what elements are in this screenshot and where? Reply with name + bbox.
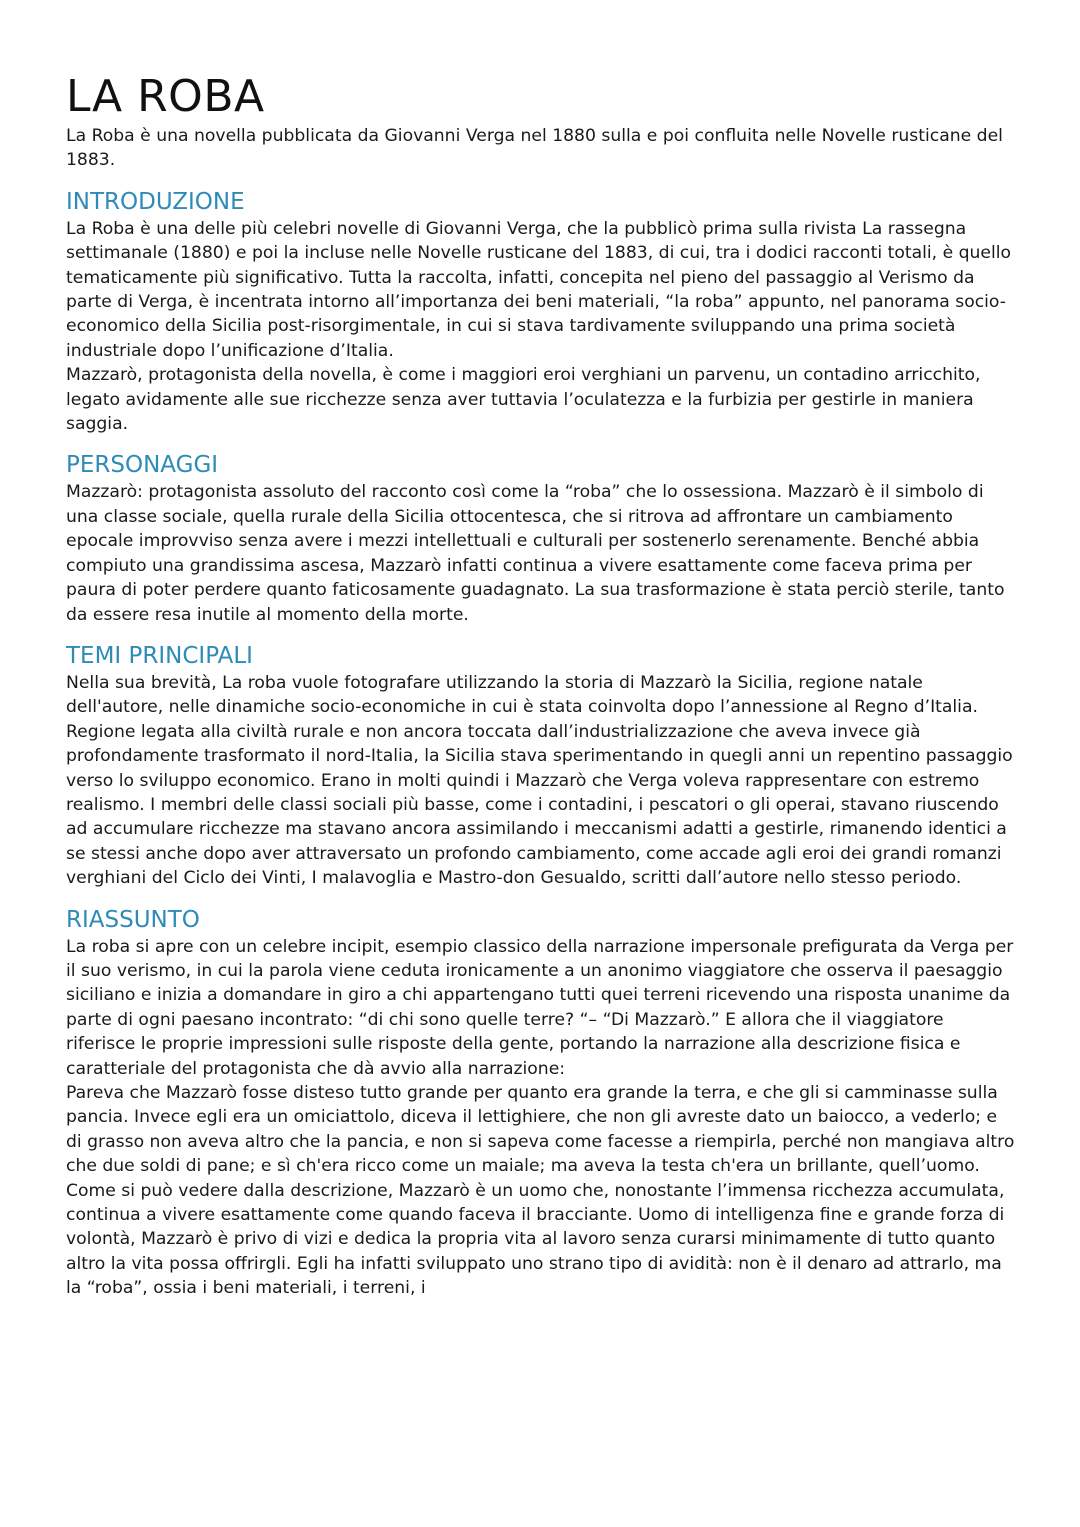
document-page	[66, 72, 1016, 1301]
section-heading: PERSONAGGI	[66, 452, 219, 479]
section-riassunto	[66, 905, 1016, 1301]
section-paragraph: Mazzarò: protagonista assoluto del racconto così come la “roba” che lo ossessiona. Mazzarò è il simbolo di una classe sociale, quella rurale della Sicilia ottocentesca, che si ritrova ad affrontare un cambiamento epocale improvviso senza avere i mezzi intellettuali e culturali per sostenerlo serenamente. Benché abbia compiuto una grandissima ascesa, Mazzarò infatti continua a vivere esattamente come faceva prima per paura di poter perdere quanto faticosamente guadagnato. La sua trasformazione è stata perciò sterile, tanto da essere resa inutile al momento della morte.	[66, 482, 1005, 625]
intro-paragraph: La Roba è una novella pubblicata da Giovanni Verga nel 1880 sulla e poi confluita nelle Novelle rusticane del 1883.	[66, 126, 1003, 171]
section-paragraph: Mazzarò, protagonista della novella, è come i maggiori eroi verghiani un parvenu, un contadino arricchito, legato avidamente alle sue ricchezze senza aver tuttavia l’oculatezza e la furbizia per gestirle in maniera saggia.	[66, 365, 981, 435]
section-personaggi	[66, 450, 1016, 626]
document-title: LA ROBA	[66, 71, 265, 122]
section-paragraph: Come si può vedere dalla descrizione, Mazzarò è un uomo che, nonostante l’immensa ricchezza accumulata, continua a vivere esattamente come quando faceva il bracciante. Uomo di intelligenza fine e grande forza di volontà, Mazzarò è privo di vizi e dedica la propria vita al lavoro senza curarsi minimamente di tutto quanto altro la vita possa offrirgli. Egli ha infatti sviluppato uno strano tipo di avidità: non è il denaro ad attrarlo, ma la “roba”, ossia i beni materiali, i terreni, i	[66, 1180, 1005, 1299]
section-paragraph: La Roba è una delle più celebri novelle di Giovanni Verga, che la pubblicò prima sulla rivista La rassegna settimanale (1880) e poi la incluse nelle Novelle rusticane del 1883, di cui, tra i dodici racconti totali, è quello tematicamente più significativo. Tutta la raccolta, infatti, concepita nel pieno del passaggio al Verismo da parte di Verga, è incentrata intorno all’importanza dei beni materiali, “la roba” appunto, nel panorama socio-economico della Sicilia post-risorgimentale, in cui si stava tardivamente sviluppando una prima società industriale dopo l’unificazione d’Italia.	[66, 218, 1012, 361]
section-introduzione	[66, 187, 1016, 437]
section-paragraph: Nella sua brevità, La roba vuole fotografare utilizzando la storia di Mazzarò la Sicilia, regione natale dell'autore, nelle dinamiche socio-economiche in cui è stata coinvolta dopo l’annessione al Regno d’Italia. Regione legata alla civiltà rurale e non ancora toccata dall’industrializzazione che aveva invece già profondamente trasformato il nord-Italia, la Sicilia stava sperimentando in quegli anni un repentino passaggio verso lo sviluppo economico. Erano in molti quindi i Mazzarò che Verga voleva rappresentare con estremo realismo. I membri delle classi sociali più basse, come i contadini, i pescatori o gli operai, stavano riuscendo ad accumulare ricchezze ma stavano ancora assimilando i meccanismi adatti a gestirle, rimanendo identici a se stessi anche dopo aver attraversato un profondo cambiamento, come accade agli eroi dei grandi romanzi verghiani del Ciclo dei Vinti, I malavoglia e Mastro-don Gesualdo, scritti dall’autore nello stesso periodo.	[66, 672, 1013, 889]
section-heading: RIASSUNTO	[66, 906, 200, 933]
quote-paragraph: Pareva che Mazzarò fosse disteso tutto grande per quanto era grande la terra, e che gli si camminasse sulla pancia. Invece egli era un omiciattolo, diceva il lettighiere, che non gli avreste dato un baiocco, a vederlo; e di grasso non aveva altro che la pancia, e non si sapeva come facesse a riempirla, perché non mangiava altro che due soldi di pane; e sì ch'era ricco come un maiale; ma aveva la testa ch'era un brillante, quell’uomo.	[66, 1083, 1015, 1177]
section-paragraph: La roba si apre con un celebre incipit, esempio classico della narrazione impersonale prefigurata da Verga per il suo verismo, in cui la parola viene ceduta ironicamente a un anonimo viaggiatore che osserva il paesaggio siciliano e inizia a domandare in giro a chi appartengano tutti quei terreni ricevendo una risposta unanime da parte di ogni paesano incontrato: “di chi sono quelle terre? “– “Di Mazzarò.” E allora che il viaggiatore riferisce le proprie impressioni sulle risposte della gente, portando la narrazione alla descrizione fisica e caratteriale del protagonista che dà avvio alla narrazione:	[66, 936, 1014, 1079]
section-heading: TEMI PRINCIPALI	[66, 642, 253, 669]
section-temi-principali	[66, 641, 1016, 891]
section-heading: INTRODUZIONE	[66, 188, 245, 215]
